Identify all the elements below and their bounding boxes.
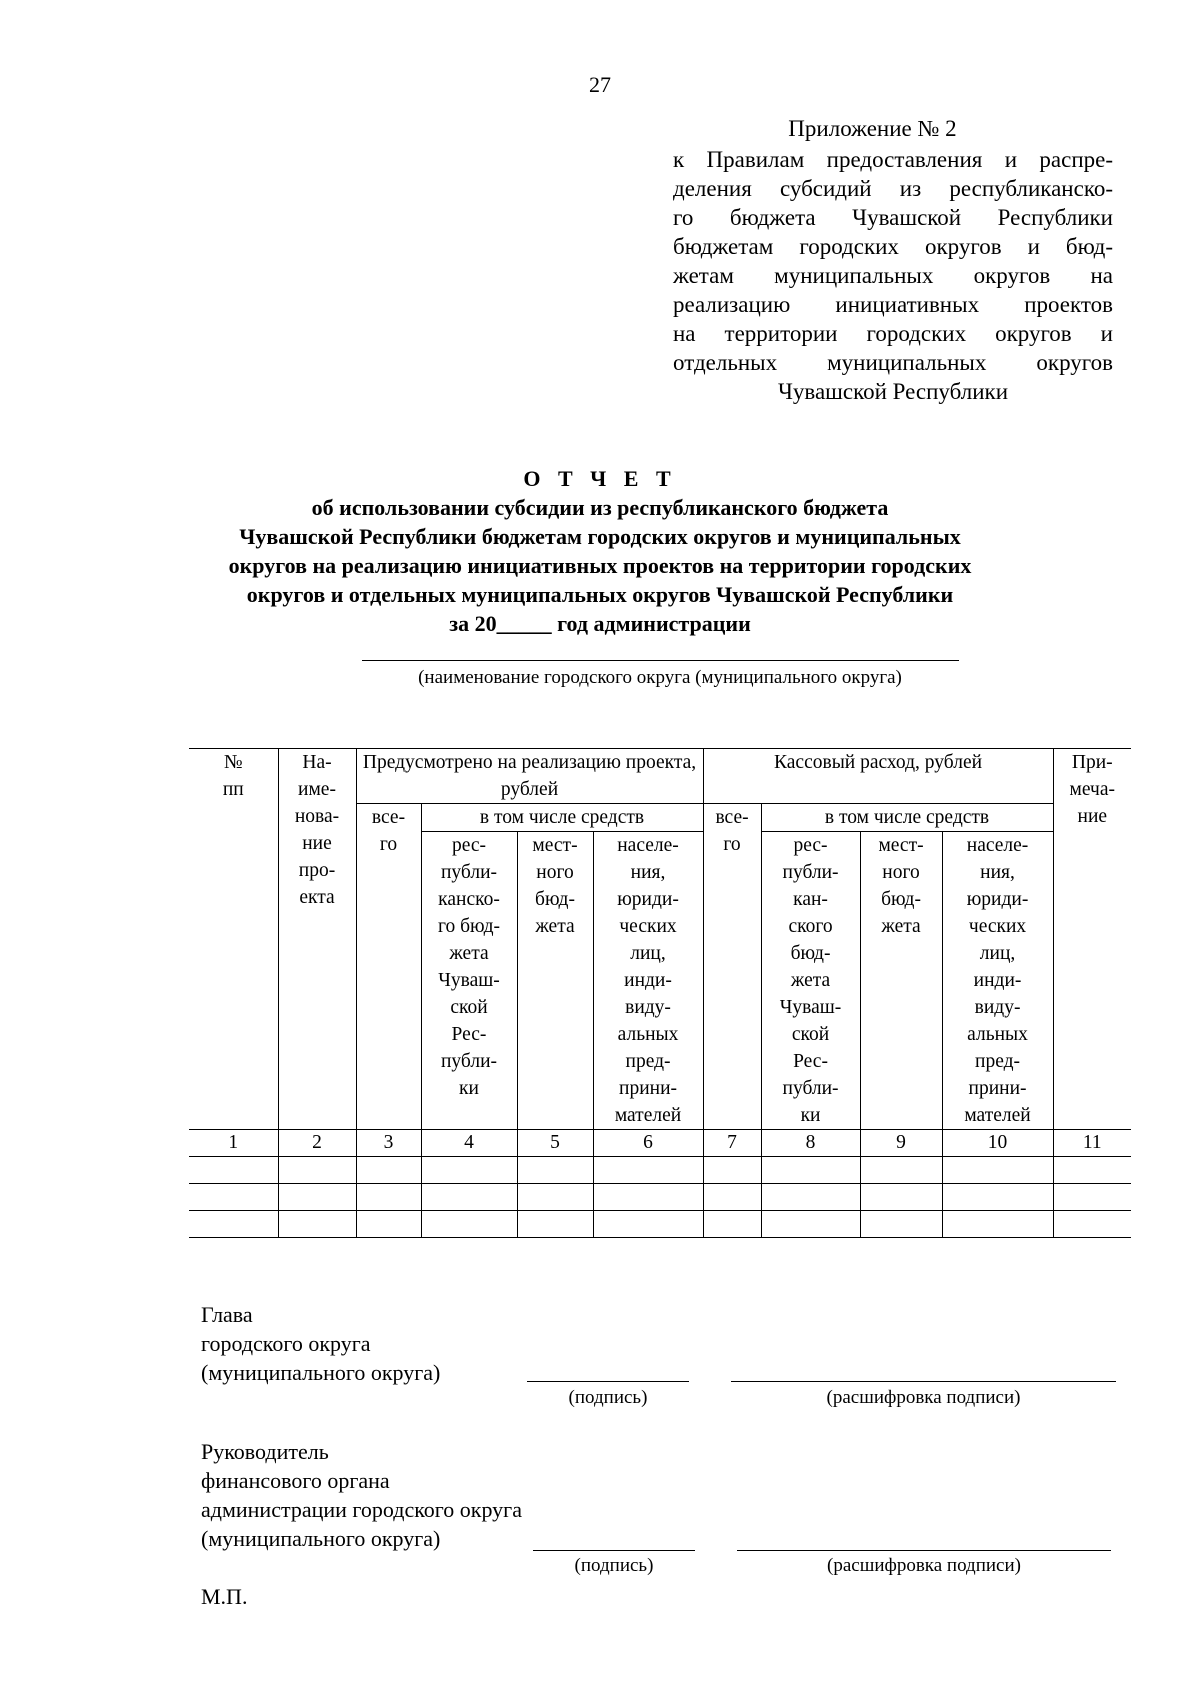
- appendix-last-line: Чувашской Республики: [777, 379, 1009, 404]
- header-spent-local: мест- ного бюд- жета: [860, 832, 942, 1130]
- column-number: 7: [703, 1130, 761, 1157]
- report-title-line: Чувашской Республики бюджетам городских округов и муниципальных: [239, 524, 961, 549]
- appendix-line: реализацию инициативных проектов: [673, 292, 1113, 317]
- report-title-line: округов на реализацию инициативных проектов на территории городских: [228, 553, 972, 578]
- column-number: 1: [189, 1130, 278, 1157]
- head-label-line: городского округа: [201, 1331, 371, 1356]
- report-title-line: об использовании субсидии из республиканского бюджета: [311, 495, 889, 520]
- header-spent-population: населе- ния, юриди- ческих лиц, инди- виду- альных пред- прини- мателей: [942, 832, 1053, 1130]
- header-number: № пп: [189, 749, 278, 1130]
- finance-label-line: Руководитель: [201, 1439, 329, 1464]
- report-table: [189, 748, 1131, 1238]
- head-decode-caption: (расшифровка подписи): [826, 1387, 1021, 1408]
- finance-label-line: (муниципального округа): [201, 1526, 441, 1551]
- appendix-line: к Правилам предоставления и распре-: [673, 147, 1113, 172]
- page-number: 27: [589, 72, 611, 97]
- table-row: [189, 1157, 1131, 1184]
- header-spent-republic: рес- публи- кан- ского бюд- жета Чуваш- ской Рес- публи- ки: [761, 832, 860, 1130]
- head-label-line: (муниципального округа): [201, 1360, 441, 1385]
- column-number: 9: [860, 1130, 942, 1157]
- column-number: 5: [517, 1130, 593, 1157]
- table-row: [189, 1211, 1131, 1238]
- column-number: 11: [1053, 1130, 1131, 1157]
- report-title-line: округов и отдельных муниципальных округов Чувашской Республики: [246, 582, 954, 607]
- header-project-name: На- име- нова- ние про- екта: [278, 749, 356, 1130]
- appendix-line: го бюджета Чувашской Республики: [673, 205, 1113, 230]
- finance-label-line: финансового органа: [201, 1468, 390, 1493]
- column-number: 6: [593, 1130, 703, 1157]
- header-spent-including: в том числе средств: [761, 804, 1053, 832]
- appendix-line: на территории городских округов и: [673, 321, 1113, 346]
- head-decode-line: [731, 1381, 1116, 1382]
- header-planned-group: Предусмотрено на реализацию проекта, рублей: [356, 749, 703, 804]
- column-number: 3: [356, 1130, 421, 1157]
- column-number: 4: [421, 1130, 517, 1157]
- column-number: 2: [278, 1130, 356, 1157]
- header-planned-local: мест- ного бюд- жета: [517, 832, 593, 1130]
- appendix-line: жетам муниципальных округов на: [673, 263, 1113, 288]
- appendix-line: отдельных муниципальных округов: [673, 350, 1113, 375]
- header-note: При- меча- ние: [1053, 749, 1131, 1130]
- appendix-line: бюджетам городских округов и бюд-: [673, 234, 1113, 259]
- header-spent-group: Кассовый расход, рублей: [703, 749, 1053, 804]
- table-row: [189, 1184, 1131, 1211]
- header-planned-total: все- го: [356, 804, 421, 1130]
- stamp-label: М.П.: [201, 1584, 248, 1609]
- header-planned-population: населе- ния, юриди- ческих лиц, инди- виду- альных пред- прини- мателей: [593, 832, 703, 1130]
- head-signature-caption: (подпись): [568, 1387, 648, 1408]
- finance-decode-caption: (расшифровка подписи): [827, 1555, 1021, 1576]
- head-signature-line: [527, 1381, 689, 1382]
- appendix-line: деления субсидий из республиканско-: [673, 176, 1113, 201]
- report-title: [150, 464, 1050, 638]
- column-numbers-row: [189, 1130, 1131, 1157]
- header-planned-republic: рес- публи- канско- го бюд- жета Чуваш- ской Рес- публи- ки: [421, 832, 517, 1130]
- column-number: 8: [761, 1130, 860, 1157]
- municipality-name-caption: (наименование городского округа (муниципального округа): [418, 667, 902, 688]
- header-spent-total: все- го: [703, 804, 761, 1130]
- finance-signature-caption: (подпись): [574, 1555, 654, 1576]
- report-heading: О Т Ч Е Т: [523, 466, 677, 491]
- finance-signature-line: [533, 1550, 695, 1551]
- head-label-line: Глава: [201, 1302, 253, 1327]
- finance-label-line: администрации городского округа: [201, 1497, 522, 1522]
- header-planned-including: в том числе средств: [421, 804, 703, 832]
- finance-decode-line: [737, 1550, 1111, 1551]
- column-number: 10: [942, 1130, 1053, 1157]
- report-period-line: за 20_____ год администрации: [449, 611, 751, 636]
- appendix-title: Приложение № 2: [788, 116, 957, 141]
- municipality-name-line: [362, 660, 959, 661]
